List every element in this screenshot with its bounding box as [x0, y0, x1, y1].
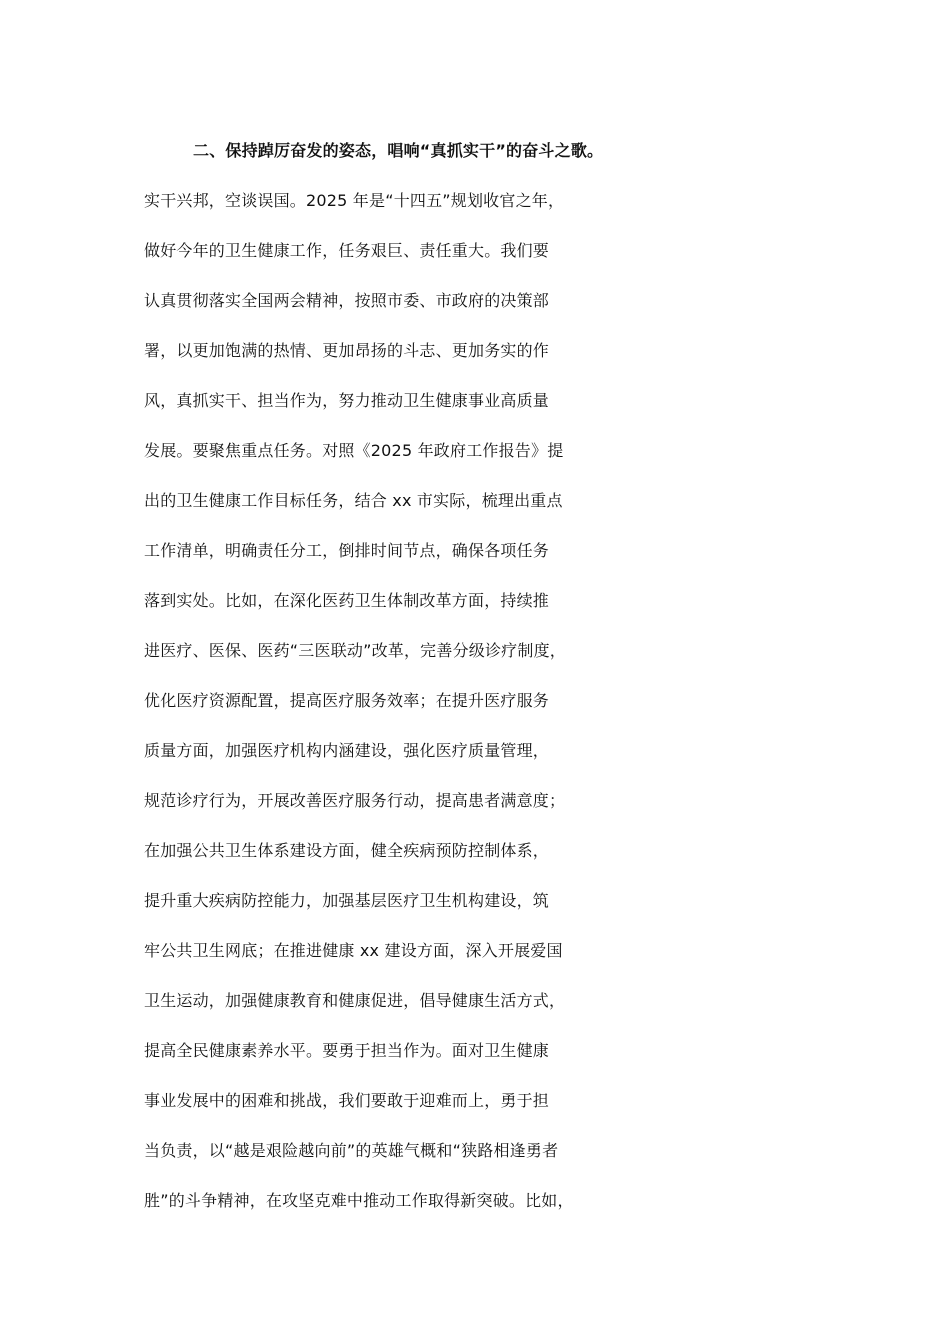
- body-line: 署，以更加饱满的热情、更加昂扬的斗志、更加务实的作: [144, 341, 550, 360]
- body-line: 发展。要聚焦重点任务。对照《2025 年政府工作报告》提: [144, 441, 564, 460]
- body-line: 卫生运动，加强健康教育和健康促进，倡导健康生活方式，: [144, 991, 566, 1010]
- body-line: 提升重大疾病防控能力，加强基层医疗卫生机构建设，筑: [144, 891, 550, 910]
- body-line: 提高全民健康素养水平。要勇于担当作为。面对卫生健康: [144, 1041, 550, 1060]
- body-line: 进医疗、医保、医药“三医联动”改革，完善分级诊疗制度，: [144, 641, 566, 660]
- body-line: 规范诊疗行为，开展改善医疗服务行动，提高患者满意度；: [144, 791, 566, 810]
- body-line: 胜”的斗争精神，在攻坚克难中推动工作取得新突破。比如，: [144, 1191, 574, 1210]
- body-line: 落到实处。比如，在深化医药卫生体制改革方面，持续推: [144, 591, 550, 610]
- body-line: 在加强公共卫生体系建设方面，健全疾病预防控制体系，: [144, 841, 550, 860]
- body-line: 做好今年的卫生健康工作，任务艰巨、责任重大。我们要: [144, 241, 550, 260]
- body-line: 实干兴邦，空谈误国。2025 年是“十四五”规划收官之年，: [144, 191, 565, 210]
- body-line: 优化医疗资源配置，提高医疗服务效率；在提升医疗服务: [144, 691, 550, 710]
- body-line: 牢公共卫生网底；在推进健康 xx 建设方面，深入开展爱国: [144, 941, 563, 960]
- body-line: 事业发展中的困难和挑战，我们要敢于迎难而上，勇于担: [144, 1091, 550, 1110]
- body-line: 质量方面，加强医疗机构内涵建设，强化医疗质量管理，: [144, 741, 550, 760]
- section-heading: 二、保持踔厉奋发的姿态，唱响“真抓实干”的奋斗之歌。: [193, 141, 604, 160]
- body-line: 认真贯彻落实全国两会精神，按照市委、市政府的决策部: [144, 291, 550, 310]
- body-line: 出的卫生健康工作目标任务，结合 xx 市实际，梳理出重点: [144, 491, 563, 510]
- body-line: 工作清单，明确责任分工，倒排时间节点，确保各项任务: [144, 541, 550, 560]
- body-line: 风，真抓实干、担当作为，努力推动卫生健康事业高质量: [144, 391, 550, 410]
- document-body: [144, 126, 824, 1226]
- body-line: 当负责，以“越是艰险越向前”的英雄气概和“狭路相逢勇者: [144, 1141, 559, 1160]
